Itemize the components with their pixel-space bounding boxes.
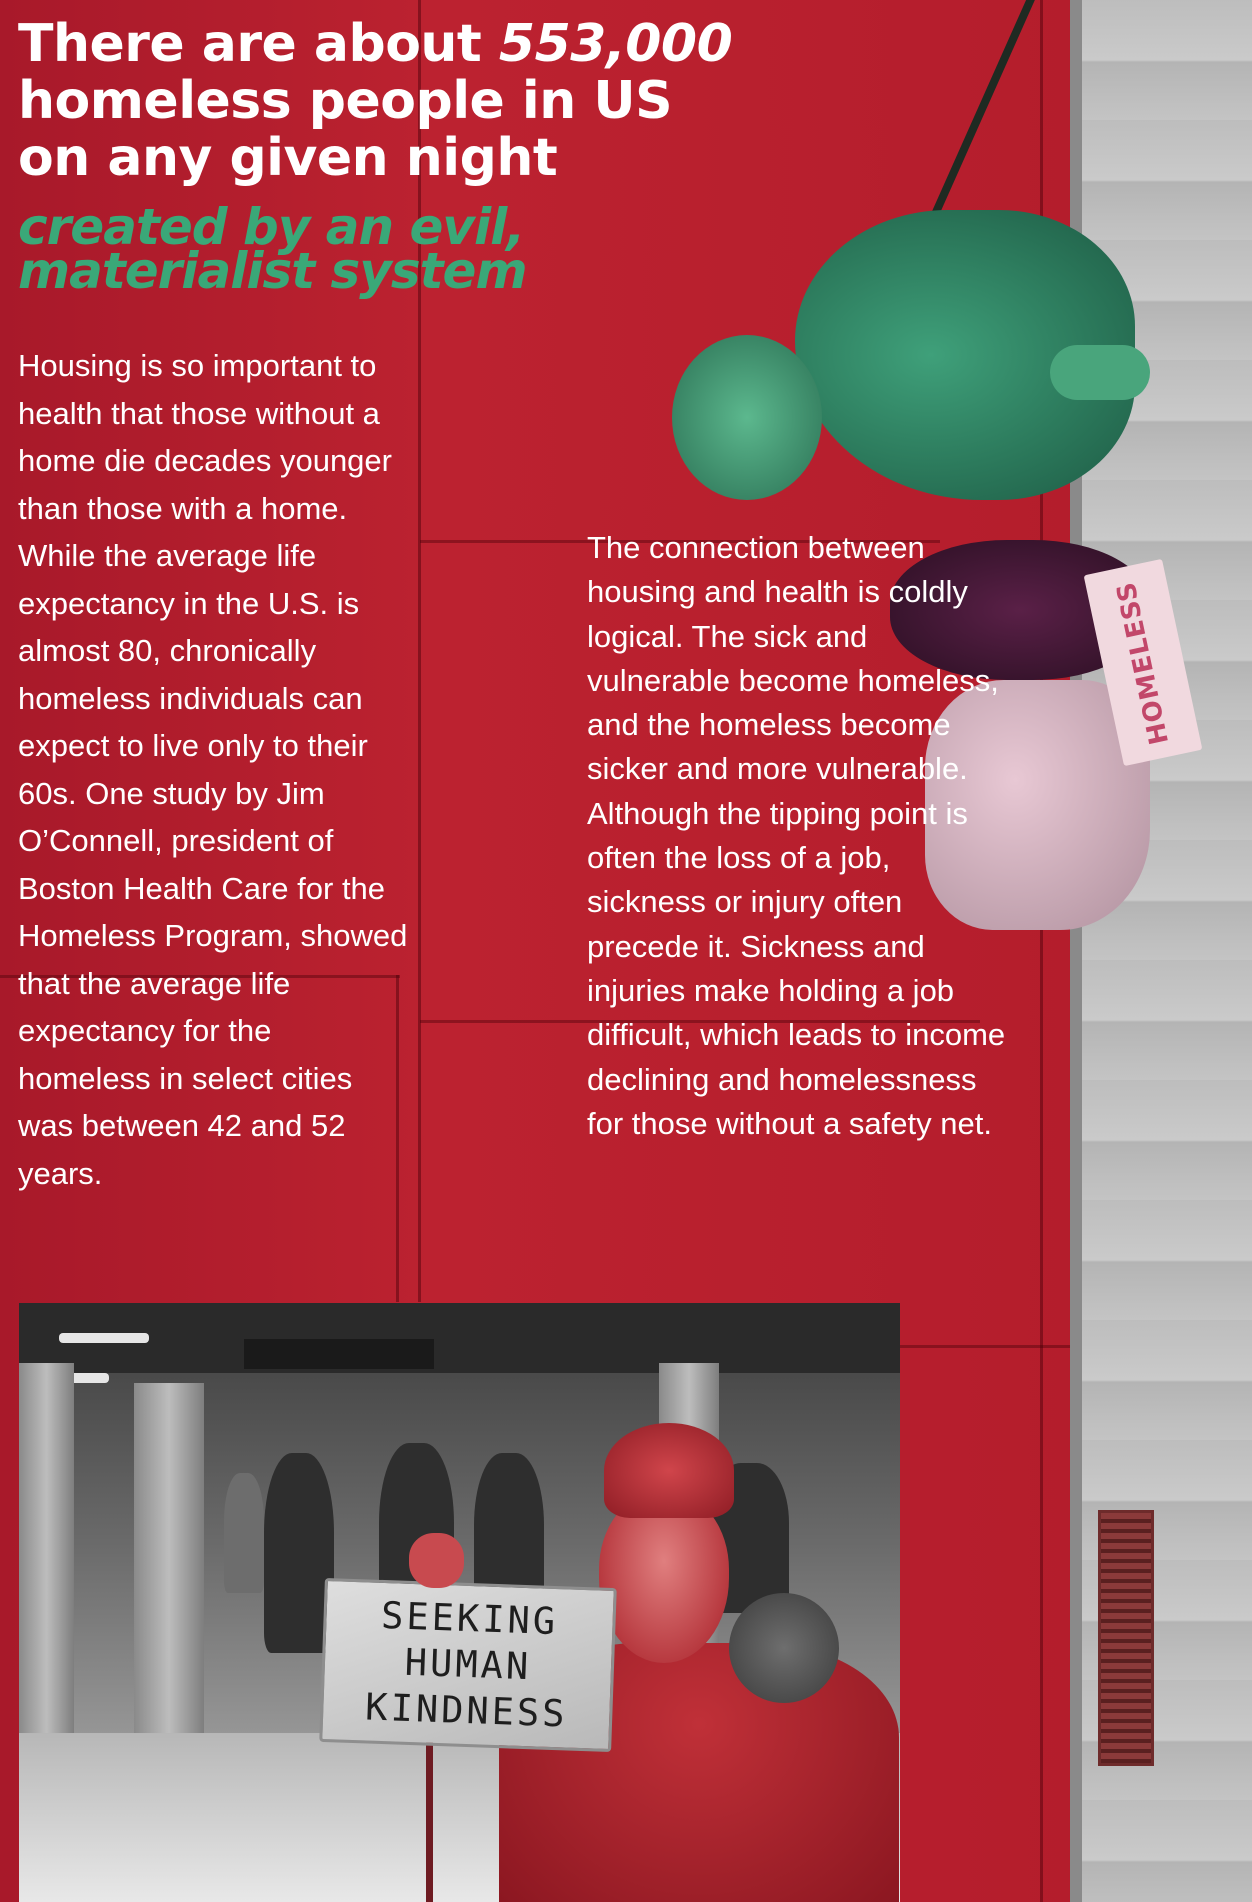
headline-line3: on any given night: [18, 128, 558, 188]
homeless-sign-text: HOMELESS: [1111, 578, 1175, 747]
right-paragraph: The connection between housing and health is coldly logical. The sick and vulnerable become homeless, and the homeless become sicker and more vulnerable. Although the tipping point is often the loss of a job, sickness or injury often precede it. Sickness and injuries make holding a job difficult, which leads to income declining and homelessness for those without a safety net.: [587, 530, 1006, 1141]
subway-pillar: [134, 1383, 204, 1733]
knit-hat: [604, 1423, 734, 1518]
bearded-face: [599, 1493, 729, 1663]
subhead-line2: materialist system: [18, 242, 527, 300]
subhead-line1: created by an evil,: [18, 198, 525, 256]
headline-line2: homeless people in US: [18, 71, 673, 131]
subway-ceiling: [19, 1303, 900, 1373]
headline-prefix: There are about: [18, 14, 499, 74]
subway-photo: [19, 1303, 900, 1902]
commuter: [224, 1473, 264, 1593]
hand-holding-sign: [409, 1533, 464, 1588]
sitting-man-head: [672, 335, 822, 500]
drain-grate: [1098, 1510, 1154, 1766]
wall-seam: [418, 0, 421, 1302]
sitting-man-foot: [1050, 345, 1150, 400]
sign-line-2: HUMAN: [404, 1640, 532, 1689]
ceiling-light: [59, 1333, 149, 1343]
wall-seam: [900, 1345, 1080, 1348]
sign-line-1: SEEKING: [380, 1593, 559, 1644]
fur-hood: [729, 1593, 839, 1703]
headline: [18, 16, 798, 187]
left-paragraph: Housing is so important to health that those without a home die decades younger than those with a home. While the average life expectancy in the U.S. is almost 80, chronically homeless individuals can expect to live only to their 60s. One study by Jim O’Connell, president of Boston Health Care for the Homeless Program, showed that the average life expectancy for the homeless in select cities was between 42 and 52 years.: [18, 348, 408, 1191]
cardboard-sign: [319, 1578, 617, 1752]
departure-board: [244, 1339, 434, 1369]
headline-number: 553,000: [498, 14, 733, 74]
sign-line-3: KINDNESS: [364, 1685, 569, 1736]
subheadline: [18, 198, 578, 300]
